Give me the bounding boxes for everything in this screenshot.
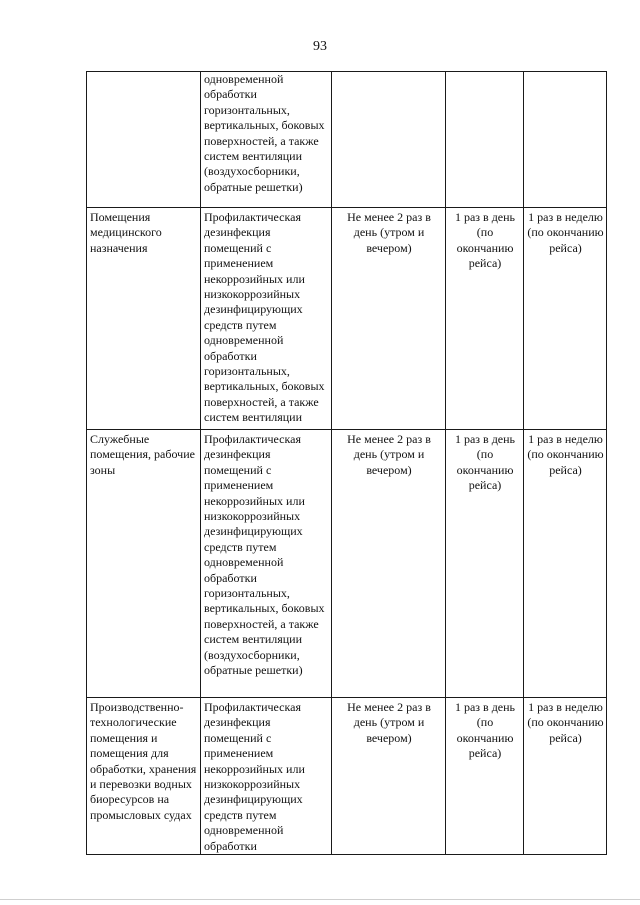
room-name: Помещения медицинского назначения <box>90 210 162 255</box>
measure-cell <box>201 208 332 430</box>
per-voyage-cell <box>446 72 524 208</box>
measure-text: одновременной обработки горизонтальных, вертикальных, боковых поверхностей, а также систем вентиляции (воздухосборники, обратные решетки) <box>204 72 325 194</box>
measure-text: Профилактическая дезинфекция помещений с применением некоррозийных или низкокоррозийных дезинфицирующих средств путем одновременной обработки <box>204 700 305 853</box>
room-cell <box>87 430 201 698</box>
per-voyage-frequency: 1 раз в день (по окончанию рейса) <box>454 432 516 493</box>
daily-cell <box>332 698 446 855</box>
per-voyage-cell <box>446 698 524 855</box>
daily-cell <box>332 72 446 208</box>
room-name: Служебные помещения, рабочие зоны <box>90 432 195 477</box>
room-cell <box>87 208 201 430</box>
weekly-frequency: 1 раз в неделю (по окончанию рейса) <box>527 432 604 477</box>
page-edge-rule <box>0 899 640 900</box>
per-voyage-frequency: 1 раз в день (по окончанию рейса) <box>454 700 516 761</box>
per-voyage-cell <box>446 430 524 698</box>
disinfection-table <box>86 71 607 855</box>
per-voyage-cell <box>446 208 524 430</box>
room-cell <box>87 72 201 208</box>
daily-cell <box>332 208 446 430</box>
measure-cell <box>201 72 332 208</box>
measure-text: Профилактическая дезинфекция помещений с применением некоррозийных или низкокоррозийных дезинфицирующих средств путем одновременной обработки горизонтальных, вертикальных, боковых поверхностей, а также систем вентиляции (воздухосборники, обратные решетки) <box>204 432 325 678</box>
table-row <box>87 430 607 698</box>
daily-cell <box>332 430 446 698</box>
weekly-frequency: 1 раз в неделю (по окончанию рейса) <box>527 700 604 745</box>
measure-cell <box>201 430 332 698</box>
table-row <box>87 698 607 855</box>
room-name: Производственно-технологические помещения и помещения для обработки, хранения и перевозки водных биоресурсов на промысловых судах <box>90 700 197 822</box>
daily-frequency: Не менее 2 раз в день (утром и вечером) <box>347 700 431 745</box>
daily-frequency: Не менее 2 раз в день (утром и вечером) <box>347 432 431 477</box>
measure-cell <box>201 698 332 855</box>
weekly-cell <box>524 698 607 855</box>
per-voyage-frequency: 1 раз в день (по окончанию рейса) <box>454 210 516 271</box>
weekly-cell <box>524 208 607 430</box>
weekly-frequency: 1 раз в неделю (по окончанию рейса) <box>527 210 604 255</box>
page-number: 93 <box>313 39 327 54</box>
room-cell <box>87 698 201 855</box>
weekly-cell <box>524 72 607 208</box>
weekly-cell <box>524 430 607 698</box>
table-row <box>87 208 607 430</box>
daily-frequency: Не менее 2 раз в день (утром и вечером) <box>347 210 431 255</box>
measure-text: Профилактическая дезинфекция помещений с применением некоррозийных или низкокоррозийных дезинфицирующих средств путем одновременной обработки горизонтальных, вертикальных, боковых поверхностей, а также систем вентиляции <box>204 210 325 425</box>
table-row <box>87 72 607 208</box>
